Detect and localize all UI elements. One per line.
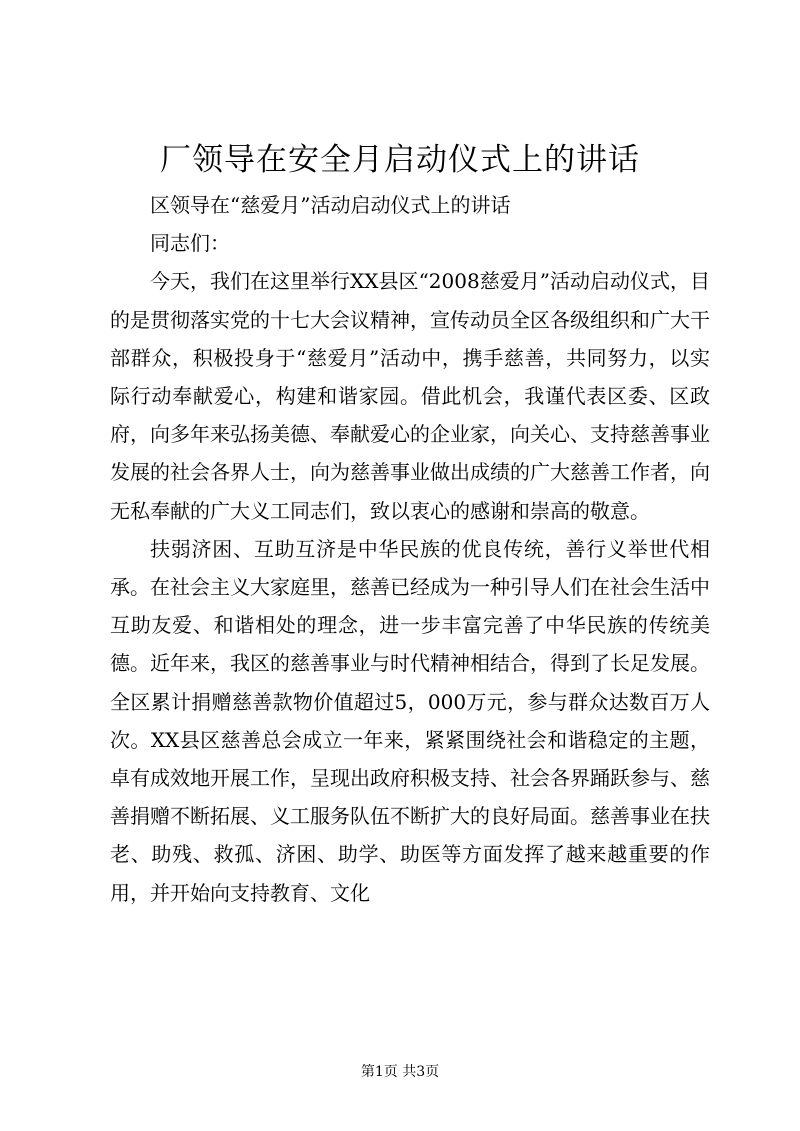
body-paragraph: 今天，我们在这里举行XX县区“2008慈爱月”活动启动仪式，目的是贯彻落实党的十七大会议精神，宣传动员全区各级组织和广大干部群众，积极投身于“慈爱月”活动中，携手慈善，共同努力，以实际行动奉献爱心，构建和谐家园。借此机会，我谨代表区委、区政府，向多年来弘扬美德、奉献爱心的企业家，向关心、支持慈善事业发展的社会各界人士，向为慈善事业做出成绩的广大慈善工作者，向无私奉献的广大义工同志们，致以衷心的感谢和崇高的敬意。 [110,269,710,523]
document-title: 厂领导在安全月启动仪式上的讲话 [160,142,640,178]
body-paragraph: 扶弱济困、互助互济是中华民族的优良传统，善行义举世代相承。在社会主义大家庭里，慈善已经成为一种引导人们在社会生活中互助友爱、和谐相处的理念，进一步丰富完善了中华民族的传统美德。近年来，我区的慈善事业与时代精神相结合，得到了长足发展。全区累计捐赠慈善款物价值超过5，000万元，参与群众达数百万人次。XX县区慈善总会成立一年来，紧紧围绕社会和谐稳定的主题，卓有成效地开展工作，呈现出政府积极支持、社会各界踊跃参与、慈善捐赠不断拓展、义工服务队伍不断扩大的良好局面。慈善事业在扶老、助残、救孤、济困、助学、助医等方面发挥了越来越重要的作用，并开始向支持教育、文化 [110,536,710,905]
subtitle-line: 区领导在“慈爱月”活动启动仪式上的讲话 [150,193,511,217]
document-body [110,186,710,912]
salutation-line: 同志们： [150,231,230,256]
page-number-footer: 第1页 共3页 [360,1064,440,1080]
